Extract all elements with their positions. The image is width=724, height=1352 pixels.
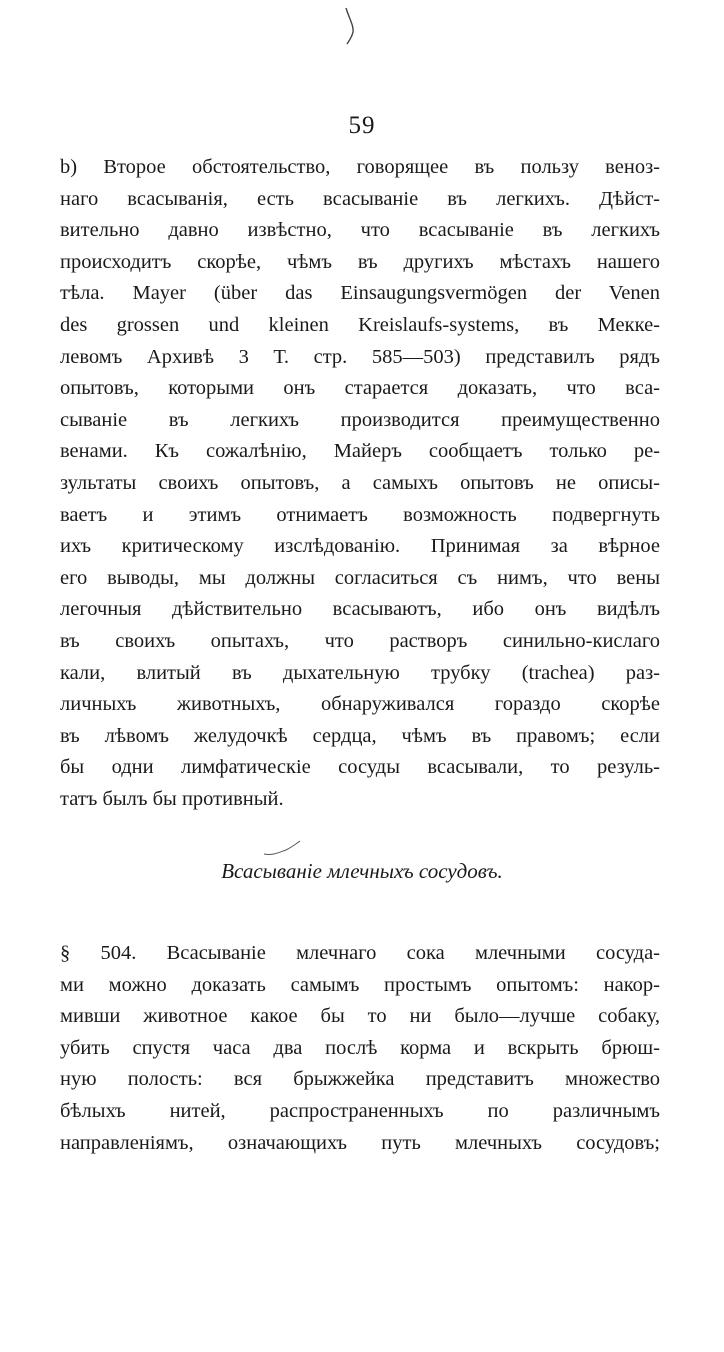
text-line: ми можно доказать самымъ простымъ опытомъ: накор- bbox=[60, 973, 660, 996]
pencil-mark bbox=[340, 6, 360, 46]
text-line: кали, влитый въ дыхательную трубку (trachea) раз- bbox=[60, 661, 660, 684]
text-line: наго всасыванія, есть всасываніе въ легкихъ. Дѣйст- bbox=[60, 187, 660, 210]
text-line: венами. Къ сожалѣнію, Майеръ сообщаетъ только ре- bbox=[60, 440, 660, 463]
text-line: § 504. Всасываніе млечнаго сока млечными сосуда- bbox=[60, 942, 660, 964]
text-line: убить спустя часа два послѣ корма и вскрыть брюш- bbox=[60, 1036, 660, 1059]
text-line: въ лѣвомъ желудочкѣ сердца, чѣмъ въ правомъ; если bbox=[60, 724, 660, 747]
text-line: b) Второе обстоятельство, говорящее въ пользу веноз- bbox=[60, 156, 660, 178]
text-line: легочныя дѣйствительно всасываютъ, ибо онъ видѣлъ bbox=[60, 598, 660, 621]
section-heading: Всасываніе млечныхъ сосудовъ. bbox=[221, 859, 503, 883]
page-number: 59 bbox=[348, 112, 376, 139]
text-line: происходитъ скорѣе, чѣмъ въ другихъ мѣстахъ нашего bbox=[60, 250, 660, 273]
text-line: мивши животное какое бы то ни было—лучше собаку, bbox=[60, 1005, 660, 1028]
text-line: личныхъ животныхъ, обнаруживался гораздо скорѣе bbox=[60, 693, 660, 716]
body-text-paragraph bbox=[60, 938, 660, 1159]
text-line: вительно давно извѣстно, что всасываніе въ легкихъ bbox=[60, 219, 660, 242]
text-line: татъ былъ бы противный. bbox=[60, 787, 284, 810]
text-line: опытовъ, которыми онъ старается доказать, что вса- bbox=[60, 377, 660, 400]
text-line: ихъ критическому изслѣдованію. Принимая за вѣрное bbox=[60, 535, 660, 558]
body-text-paragraph bbox=[60, 152, 660, 815]
divider-ornament bbox=[262, 838, 302, 858]
text-line: въ своихъ опытахъ, что растворъ синильно-кислаго bbox=[60, 629, 660, 652]
text-line: его выводы, мы должны согласиться съ нимъ, что вены bbox=[60, 566, 660, 589]
text-line: бы одни лимфатическіе сосуды всасывали, то резуль- bbox=[60, 756, 660, 779]
text-line: ваетъ и этимъ отнимаетъ возможность подвергнуть bbox=[60, 503, 660, 526]
text-line: сываніе въ легкихъ производится преимущественно bbox=[60, 408, 660, 431]
text-line: бѣлыхъ нитей, распространенныхъ по различнымъ bbox=[60, 1099, 660, 1122]
text-line: des grossen und kleinen Kreislaufs-systems, въ Мекке- bbox=[60, 313, 660, 336]
text-line: направленіямъ, означающихъ путь млечныхъ сосудовъ; bbox=[60, 1131, 660, 1154]
text-line: левомъ Архивѣ 3 Т. стр. 585—503) представилъ рядъ bbox=[60, 345, 660, 368]
text-line: тѣла. Mayer (über das Einsaugungsvermögen der Venen bbox=[60, 282, 660, 305]
text-line: зультаты своихъ опытовъ, а самыхъ опытовъ не описы- bbox=[60, 471, 660, 494]
text-line: ную полость: вся брыжжейка представитъ множество bbox=[60, 1068, 660, 1091]
